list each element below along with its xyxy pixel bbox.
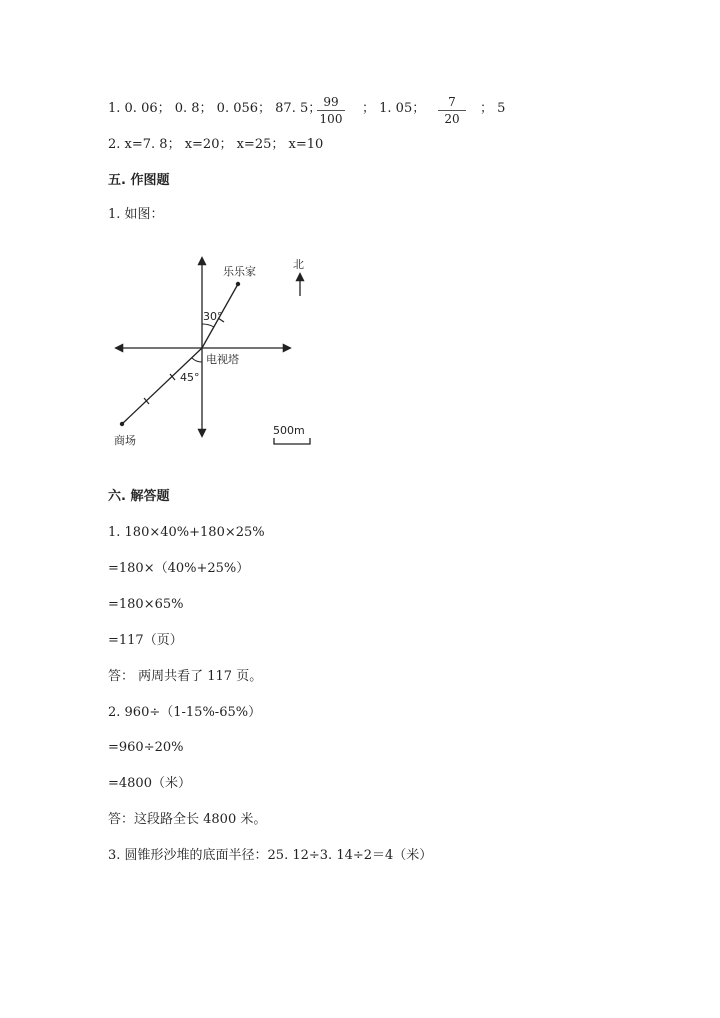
fraction-denominator: 20 [444,112,460,126]
section-6-title: 六. 解答题 [108,489,170,504]
q1-line-3: =180×65% [108,597,184,612]
label-scale: 500m [273,424,305,437]
section-5-item-1: 1. 如图： [108,207,164,222]
section-5-title: 五. 作图题 [108,173,170,188]
angle-arc-30 [202,324,214,327]
q3-line-1: 3. 圆锥形沙堆的底面半径：25. 12÷3. 14÷2＝4（米） [108,848,433,863]
q1-answer: 答： 两周共看了 117 页。 [108,669,263,684]
fraction-bar [317,110,345,111]
q1-line-2: =180×（40%+25%） [108,561,250,576]
q2-line-2: =960÷20% [108,740,184,755]
fraction-numerator: 7 [448,95,456,109]
fraction-denominator: 100 [319,112,343,126]
label-lele-home: 乐乐家 [223,265,256,278]
angle-arc-45 [192,358,202,362]
fraction-7-20 [434,95,470,126]
q2-answer: 答：这段路全长 4800 米。 [108,812,267,827]
label-mall: 商场 [114,434,136,447]
answer-line-1b: ； 1. 05； [362,101,426,116]
scale-bar [274,438,310,444]
mall-point [120,422,124,426]
answer-line-1c: ； 5 [480,101,506,116]
q1-line-4: =117（页） [108,633,183,648]
label-angle-30: 30° [203,310,223,323]
label-north: 北 [293,258,304,271]
line-to-mall [122,348,202,424]
label-tv-tower: 电视塔 [206,353,239,366]
answer-line-2: 2. x=7. 8； x=20； x=25； x=10 [108,137,324,152]
answer-line-1a: 1. 0. 06； 0. 8； 0. 056； 87. 5； [108,101,322,116]
q2-line-3: =4800（米） [108,776,191,791]
q1-line-1: 1. 180×40%+180×25% [108,525,265,540]
direction-diagram [110,250,340,450]
q2-line-1: 2. 960÷（1-15%-65%） [108,705,262,720]
fraction-numerator: 99 [323,95,339,109]
fraction-bar [438,110,466,111]
fraction-99-100 [313,95,349,126]
label-angle-45: 45° [180,371,200,384]
lele-home-point [236,282,240,286]
